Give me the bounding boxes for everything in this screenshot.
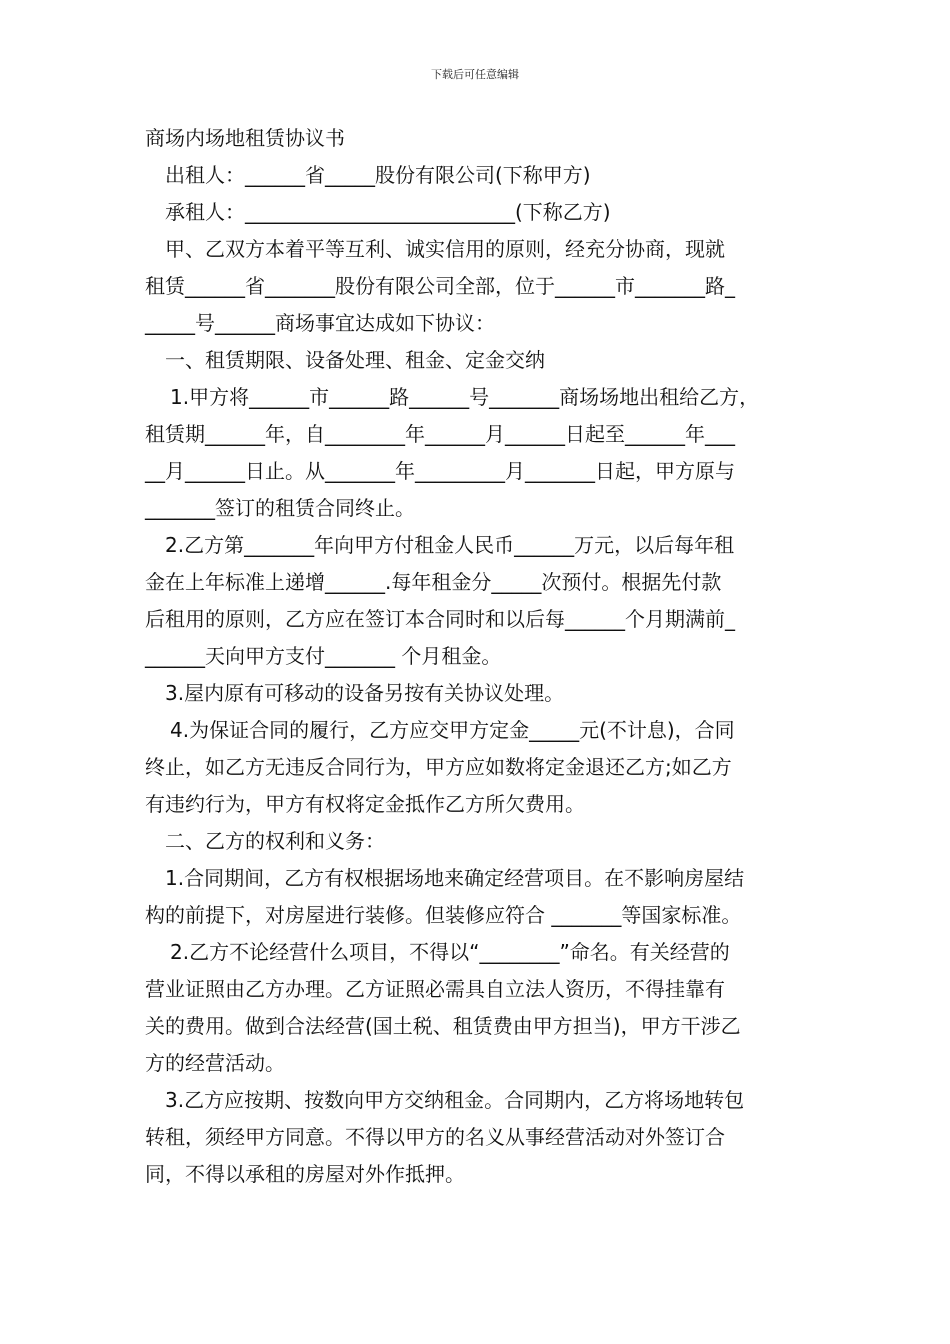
paragraph-line: 2.乙方第_______年向甲方付租金人民币______万元，以后每年租: [165, 533, 735, 557]
paragraph-line: 1.合同期间，乙方有权根据场地来确定经营项目。在不影响房屋结: [165, 866, 745, 890]
paragraph-line: 后租用的原则，乙方应在签订本合同时和以后每______个月期满前_: [145, 607, 735, 631]
paragraph-line: ______天向甲方支付_______ 个月租金。: [145, 644, 502, 668]
paragraph-line: 同，不得以承租的房屋对外作抵押。: [145, 1162, 465, 1186]
paragraph-line: 金在上年标准上递增______.每年租金分_____次预付。根据先付款: [145, 570, 722, 594]
paragraph-line: _____号______商场事宜达成如下协议：: [145, 311, 495, 335]
section-heading: 二、乙方的权利和义务：: [165, 829, 385, 853]
paragraph-line: 租赁期______年，自________年______月______日起至______年___: [145, 422, 735, 446]
lessor-line: 出租人：______省_____股份有限公司(下称甲方): [165, 163, 591, 187]
paragraph-line: 方的经营活动。: [145, 1051, 285, 1075]
paragraph-line: 2.乙方不论经营什么项目，不得以“________”命名。有关经营的: [170, 940, 730, 964]
paragraph-line: 构的前提下，对房屋进行装修。但装修应符合 _______等国家标准。: [145, 903, 742, 927]
paragraph-line: 转租，须经甲方同意。不得以甲方的名义从事经营活动对外签订合: [145, 1125, 725, 1149]
paragraph-line: 4.为保证合同的履行，乙方应交甲方定金_____元(不计息)，合同: [170, 718, 735, 742]
section-heading: 一、租赁期限、设备处理、租金、定金交纳: [165, 348, 545, 372]
paragraph-line: _______签订的租赁合同终止。: [145, 496, 415, 520]
paragraph-line: 甲、乙双方本着平等互利、诚实信用的原则，经充分协商，现就: [165, 237, 725, 261]
paragraph-line: 3.屋内原有可移动的设备另按有关协议处理。: [165, 681, 565, 705]
paragraph-line: 1.甲方将______市______路______号_______商场场地出租给乙方，: [170, 385, 760, 409]
document-body: [145, 120, 825, 1193]
paragraph-line: 营业证照由乙方办理。乙方证照必需具自立法人资历，不得挂靠有: [145, 977, 725, 1001]
paragraph-line: 租赁______省_______股份有限公司全部，位于______市_______路_: [145, 274, 735, 298]
paragraph-line: __月______日止。从_______年_________月_______日起，甲方原与: [145, 459, 735, 483]
doc-title: 商场内场地租赁协议书: [145, 126, 345, 150]
paragraph-line: 关的费用。做到合法经营(国土税、租赁费由甲方担当)，甲方干涉乙: [145, 1014, 741, 1038]
paragraph-line: 3.乙方应按期、按数向甲方交纳租金。合同期内，乙方将场地转包: [165, 1088, 745, 1112]
lessee-line: 承租人：___________________________(下称乙方): [165, 200, 611, 224]
paragraph-line: 有违约行为，甲方有权将定金抵作乙方所欠费用。: [145, 792, 585, 816]
paragraph-line: 终止，如乙方无违反合同行为，甲方应如数将定金退还乙方;如乙方: [145, 755, 732, 779]
header-note: 下载后可任意编辑: [431, 68, 519, 81]
